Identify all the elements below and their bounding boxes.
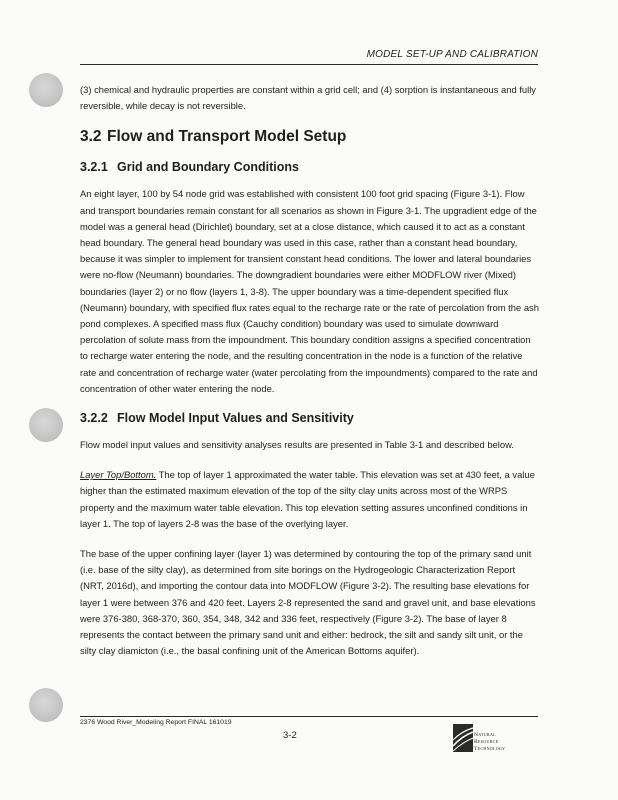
flow-input-intro-paragraph: Flow model input values and sensitivity analyses results are presented in Table 3-1 and described below. [80, 439, 514, 451]
page-number: 3-2 [283, 730, 297, 741]
binder-hole-top [29, 73, 63, 107]
footer-rule [80, 716, 538, 717]
subsection-number: 3.2.1 [80, 160, 108, 175]
layer-top-bottom-run-in-heading: Layer Top/Bottom. [80, 469, 157, 481]
logo-line: Resource [474, 739, 499, 745]
layer-top-bottom-paragraph [80, 467, 540, 532]
subsection-title: Flow Model Input Values and Sensitivity [117, 411, 354, 426]
subsection-heading-flow [80, 411, 540, 425]
layer-top-bottom-text: The top of layer 1 approximated the water table. This elevation was set at 430 feet, a value higher than the estimated maximum elevation of the top of the silty clay units across most of the WRPS property and the maximum water table elevation. This top elevation setting assures unconfined conditions in layer 1. The top of layers 2-8 was the base of the overlying layer. [80, 469, 535, 529]
logo-line: Technology [474, 746, 506, 752]
binder-hole-middle [29, 408, 63, 442]
subsection-number: 3.2.2 [80, 411, 108, 426]
header-rule [80, 64, 538, 65]
section-title: Flow and Transport Model Setup [107, 128, 347, 146]
subsection-title: Grid and Boundary Conditions [117, 160, 299, 175]
section-heading [80, 128, 540, 146]
section-number: 3.2 [80, 128, 102, 146]
company-logo [452, 722, 540, 762]
page-body [80, 82, 540, 673]
logo-line: Natural [474, 732, 496, 738]
running-header: MODEL SET-UP AND CALIBRATION [366, 49, 538, 60]
document-id: 2376 Wood River_Modeling Report FINAL 161019 [80, 719, 232, 726]
binder-hole-bottom [29, 688, 63, 722]
subsection-heading-grid [80, 160, 540, 174]
confining-layer-paragraph: The base of the upper confining layer (layer 1) was determined by contouring the top of the primary sand unit (i.e. base of the silty clay), as determined from site borings on the Hydrogeologic Characterization Report (NRT, 2016d), and importing the contour data into MODFLOW (Figure 3-2). The resulting base elevations for layer 1 were between 376 and 420 feet. Layers 2-8 represented the sand and gravel unit, and base elevations were 376-380, 368-370, 360, 354, 348, 342 and 336 feet, respectively (Figure 3-2). The base of layer 8 represents the contact between the primary sand unit and either: bedrock, the silt and sandy silt unit, or the silty clay diamicton (i.e., the basal confining unit of the American Bottoms aquifer). [80, 548, 536, 657]
grid-boundary-paragraph: An eight layer, 100 by 54 node grid was established with consistent 100 foot grid spacing (Figure 3-1). Flow and transport boundaries remain constant for all scenarios as shown in Figure 3-1. The upgradient edge of the model was a general head (Dirichlet) boundary, set at a close distance, which caused it to act as a constant head boundary. The general head boundary was used in this case, rather than a constant head boundary, because it was simpler to implement for transient constant head conditions. The lower and lateral boundaries were no-flow (Neumann) boundaries. The downgradient boundaries were either MODFLOW river (Mixed) boundaries (layer 2) or no flow (layers 1, 3-8). The upper boundary was a time-dependent specified flux (Neumann) boundary, with specified flux rates equal to the recharge rate or the rate of percolation from the ash pond complexes. A specified mass flux (Cauchy condition) boundary was used to simulate downward percolation of solute mass from the impoundment. This boundary condition assigns a specified concentration to recharge water entering the node, and the resulting concentration in the node is a function of the relative rate and concentration of recharge water (water percolating from the impoundments) compared to the rate and concentration of other water entering the node. [80, 188, 539, 394]
intro-paragraph: (3) chemical and hydraulic properties are constant within a grid cell; and (4) sorption is instantaneous and fully reversible, while decay is not reversible. [80, 84, 536, 112]
logo-text [474, 732, 505, 753]
logo-swoosh-icon [452, 722, 476, 754]
